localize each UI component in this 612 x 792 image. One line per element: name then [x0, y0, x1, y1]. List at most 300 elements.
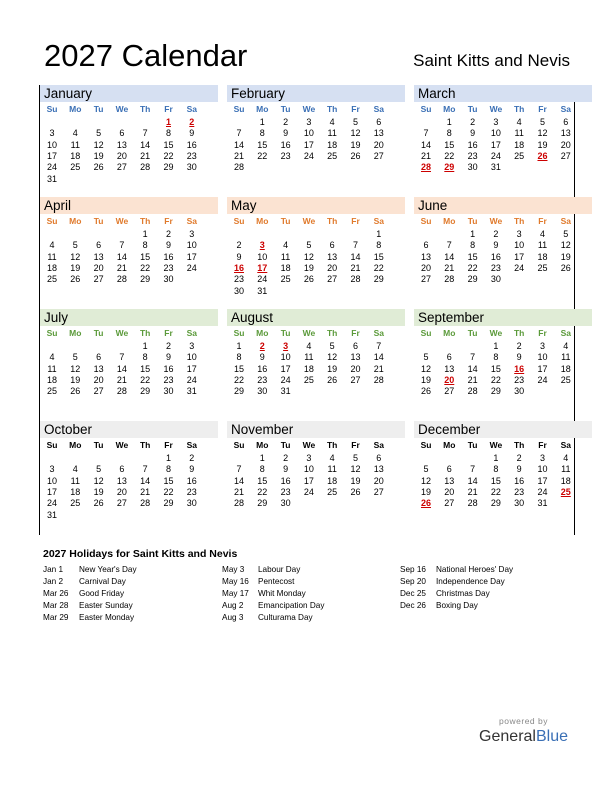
day-cell: 31 — [490, 162, 501, 173]
day-cell: 27 — [444, 498, 455, 509]
day-cell: 9 — [236, 251, 242, 262]
weekday-label: Sa — [186, 216, 197, 226]
day-cell: 24 — [186, 374, 197, 385]
holiday-day-cell: 3 — [259, 240, 265, 251]
day-cell: 8 — [259, 464, 265, 475]
day-cell: 2 — [283, 117, 289, 127]
holiday-date: Sep 20 — [400, 577, 426, 586]
weekday-label: Mo — [69, 440, 82, 450]
holiday-name: Whit Monday — [258, 589, 306, 598]
day-cell: 7 — [423, 128, 429, 139]
day-cell: 10 — [280, 352, 291, 363]
weekday-label: Su — [233, 440, 245, 450]
day-cell: 19 — [420, 374, 431, 385]
day-cell: 23 — [467, 150, 478, 161]
day-cell: 18 — [327, 139, 338, 150]
day-cell: 10 — [186, 352, 197, 363]
weekday-label: We — [489, 216, 503, 226]
weekday-label: Sa — [373, 328, 384, 338]
holiday-day-cell: 2 — [259, 341, 265, 351]
day-cell: 5 — [96, 464, 102, 475]
day-cell: 11 — [280, 251, 291, 262]
day-cell: 7 — [236, 128, 242, 139]
day-cell: 10 — [490, 128, 501, 139]
weekday-label: Fr — [351, 440, 360, 450]
day-cell: 26 — [327, 374, 338, 385]
day-cell: 7 — [470, 352, 476, 363]
day-cell: 12 — [303, 251, 314, 262]
day-cell: 29 — [467, 274, 478, 285]
day-cell: 4 — [563, 341, 569, 351]
day-cell: 3 — [189, 341, 195, 351]
day-cell: 5 — [72, 352, 78, 363]
weekday-label: Fr — [538, 328, 547, 338]
day-cell: 29 — [163, 162, 174, 173]
weekday-label: Mo — [256, 440, 269, 450]
holiday-date: Jan 2 — [43, 577, 64, 586]
day-cell: 13 — [560, 128, 571, 139]
holiday-date: Dec 26 — [400, 601, 426, 610]
day-cell: 14 — [467, 475, 478, 486]
weekday-header — [227, 327, 405, 339]
day-cell: 23 — [257, 374, 268, 385]
day-cell: 10 — [537, 464, 548, 475]
weekday-label: Su — [46, 216, 58, 226]
day-cell: 14 — [467, 363, 478, 374]
day-cell: 24 — [46, 162, 57, 173]
holiday-date: Mar 26 — [43, 589, 69, 598]
weekday-label: Mo — [443, 328, 456, 338]
day-cell: 7 — [142, 128, 148, 139]
holidays-title: 2027 Holidays for Saint Kitts and Nevis — [43, 548, 238, 560]
day-cell: 4 — [563, 453, 569, 463]
day-cell: 3 — [189, 229, 195, 239]
weekday-header — [227, 215, 405, 227]
weekday-label: Th — [139, 104, 151, 114]
holiday-name: Boxing Day — [436, 601, 478, 610]
day-cell: 8 — [493, 352, 499, 363]
day-cell: 28 — [116, 274, 127, 285]
day-cell: 16 — [514, 475, 525, 486]
day-cell: 23 — [186, 486, 197, 497]
weekday-header — [414, 215, 592, 227]
day-cell: 31 — [46, 509, 57, 520]
day-cell: 5 — [423, 352, 429, 363]
weekday-label: Tu — [93, 104, 104, 114]
day-cell: 29 — [373, 274, 384, 285]
day-cell: 8 — [470, 240, 476, 251]
day-cell: 18 — [303, 363, 314, 374]
weekday-label: Th — [139, 216, 151, 226]
day-cell: 23 — [490, 262, 501, 273]
day-cell: 28 — [233, 498, 244, 509]
holiday-name: Labour Day — [258, 565, 301, 574]
day-cell: 2 — [189, 453, 195, 463]
day-cell: 19 — [327, 363, 338, 374]
day-cell: 1 — [470, 229, 476, 239]
day-cell: 26 — [303, 274, 314, 285]
day-cell: 13 — [93, 363, 104, 374]
day-cell: 30 — [163, 386, 174, 397]
day-cell: 23 — [163, 374, 174, 385]
day-cell: 13 — [93, 251, 104, 262]
day-cell: 14 — [444, 251, 455, 262]
weekday-header — [227, 439, 405, 451]
day-cell: 17 — [186, 251, 197, 262]
month-august — [227, 309, 405, 421]
day-cell: 7 — [236, 464, 242, 475]
day-cell: 10 — [537, 352, 548, 363]
day-cell: 26 — [93, 162, 104, 173]
holiday-day-cell: 2 — [189, 117, 195, 127]
day-cell: 3 — [516, 229, 522, 239]
day-cell: 23 — [163, 262, 174, 273]
month-title: January — [40, 85, 218, 102]
day-cell: 31 — [257, 285, 268, 296]
day-cell: 30 — [467, 162, 478, 173]
holiday-date: Dec 25 — [400, 589, 426, 598]
day-cell: 30 — [514, 498, 525, 509]
day-cell: 27 — [116, 498, 127, 509]
weekday-label: Sa — [373, 216, 384, 226]
brand-name-general: General — [479, 728, 536, 745]
day-cell: 11 — [537, 240, 548, 251]
day-cell: 14 — [116, 363, 127, 374]
day-cell: 15 — [233, 363, 244, 374]
weekday-label: We — [302, 216, 316, 226]
day-cell: 14 — [140, 139, 151, 150]
holiday-date: Sep 16 — [400, 565, 426, 574]
day-cell: 7 — [119, 240, 125, 251]
day-cell: 22 — [163, 150, 174, 161]
day-cell: 8 — [259, 128, 265, 139]
day-cell: 1 — [165, 453, 171, 463]
day-cell: 5 — [329, 341, 335, 351]
weekday-label: Th — [326, 440, 338, 450]
day-cell: 11 — [70, 475, 80, 486]
day-cell: 29 — [257, 498, 268, 509]
day-cell: 23 — [280, 150, 291, 161]
weekday-label: Tu — [280, 104, 291, 114]
day-cell: 24 — [537, 486, 548, 497]
day-cell: 22 — [140, 262, 151, 273]
day-cell: 30 — [490, 274, 501, 285]
weekday-label: Th — [326, 216, 338, 226]
day-cell: 6 — [329, 240, 335, 251]
day-cell: 4 — [49, 240, 55, 251]
day-cell: 24 — [303, 150, 314, 161]
day-cell: 27 — [560, 150, 571, 161]
day-cell: 13 — [116, 475, 127, 486]
day-cell: 25 — [514, 150, 525, 161]
month-title: February — [227, 85, 405, 102]
day-cell: 15 — [163, 139, 174, 150]
brand-logo[interactable] — [479, 716, 568, 746]
weekday-label: Sa — [186, 440, 197, 450]
day-cell: 3 — [493, 117, 499, 127]
weekday-header — [40, 215, 218, 227]
month-june — [414, 197, 592, 309]
holiday-date: Jan 1 — [43, 565, 64, 574]
day-cell: 25 — [537, 262, 548, 273]
day-cell: 28 — [350, 274, 361, 285]
weekday-label: Sa — [373, 440, 384, 450]
weekday-label: Su — [233, 216, 245, 226]
day-cell: 18 — [46, 374, 57, 385]
day-cell: 7 — [376, 341, 382, 351]
day-cell: 4 — [49, 352, 55, 363]
weekday-label: Mo — [443, 216, 456, 226]
day-cell: 6 — [119, 464, 125, 475]
holiday-day-cell: 25 — [560, 486, 571, 497]
day-cell: 25 — [560, 374, 571, 385]
day-cell: 30 — [257, 386, 268, 397]
day-cell: 5 — [72, 240, 78, 251]
day-cell: 15 — [444, 139, 455, 150]
month-april — [40, 197, 218, 309]
day-cell: 5 — [539, 117, 545, 127]
day-cell: 18 — [70, 150, 81, 161]
day-cell: 20 — [373, 475, 384, 486]
weekday-label: Mo — [256, 104, 269, 114]
month-july — [40, 309, 218, 421]
day-cell: 12 — [70, 251, 81, 262]
day-cell: 18 — [537, 251, 548, 262]
day-cell: 4 — [306, 341, 312, 351]
day-cell: 15 — [467, 251, 478, 262]
weekday-label: Fr — [164, 216, 173, 226]
day-cell: 21 — [233, 486, 244, 497]
day-cell: 16 — [163, 363, 174, 374]
day-cell: 18 — [280, 262, 291, 273]
day-cell: 12 — [537, 128, 548, 139]
month-title: June — [414, 197, 592, 214]
day-cell: 24 — [514, 262, 525, 273]
day-cell: 25 — [70, 162, 81, 173]
weekday-label: We — [115, 440, 129, 450]
weekday-label: Tu — [467, 216, 478, 226]
day-cell: 16 — [280, 139, 291, 150]
day-cell: 19 — [420, 486, 431, 497]
weekday-label: Fr — [538, 440, 547, 450]
holiday-name: Easter Sunday — [79, 601, 133, 610]
day-cell: 21 — [420, 150, 431, 161]
day-cell: 18 — [70, 486, 81, 497]
day-cell: 9 — [189, 464, 195, 475]
brand-name-blue: Blue — [535, 728, 568, 745]
weekday-label: Mo — [443, 440, 456, 450]
day-cell: 19 — [93, 486, 104, 497]
day-cell: 14 — [373, 352, 384, 363]
day-cell: 17 — [46, 486, 57, 497]
month-title: December — [414, 421, 592, 438]
day-cell: 26 — [420, 386, 431, 397]
day-cell: 22 — [444, 150, 455, 161]
day-cell: 30 — [186, 498, 197, 509]
holiday-day-cell: 26 — [537, 150, 548, 161]
day-cell: 6 — [376, 117, 382, 127]
day-cell: 14 — [350, 251, 361, 262]
day-cell: 3 — [306, 117, 312, 127]
day-cell: 16 — [186, 475, 197, 486]
month-title: May — [227, 197, 405, 214]
day-cell: 17 — [46, 150, 57, 161]
weekday-label: We — [115, 328, 129, 338]
weekday-label: We — [489, 104, 503, 114]
day-cell: 28 — [373, 374, 384, 385]
day-cell: 5 — [306, 240, 312, 251]
day-cell: 17 — [514, 251, 525, 262]
weekday-label: Su — [46, 104, 58, 114]
holiday-name: Independence Day — [436, 577, 505, 586]
day-cell: 9 — [165, 240, 171, 251]
holiday-name: New Year's Day — [79, 565, 137, 574]
day-cell: 27 — [93, 274, 104, 285]
day-cell: 9 — [516, 352, 522, 363]
weekday-label: Su — [420, 328, 432, 338]
day-cell: 25 — [46, 274, 57, 285]
day-cell: 13 — [444, 475, 455, 486]
weekday-header — [414, 103, 592, 115]
holiday-day-cell: 28 — [420, 162, 431, 173]
day-cell: 8 — [165, 464, 171, 475]
day-cell: 27 — [327, 274, 338, 285]
day-cell: 10 — [514, 240, 525, 251]
day-cell: 8 — [376, 240, 382, 251]
day-cell: 17 — [303, 475, 314, 486]
holiday-name: Easter Monday — [79, 613, 135, 622]
weekday-label: Su — [420, 440, 432, 450]
day-cell: 20 — [93, 374, 104, 385]
day-cell: 16 — [257, 363, 268, 374]
day-cell: 28 — [467, 498, 478, 509]
weekday-label: Th — [513, 440, 525, 450]
weekday-label: We — [115, 104, 129, 114]
day-cell: 5 — [352, 117, 358, 127]
day-cell: 14 — [233, 475, 244, 486]
day-cell: 24 — [490, 150, 501, 161]
day-cell: 20 — [93, 262, 104, 273]
day-cell: 21 — [140, 150, 151, 161]
day-cell: 1 — [259, 453, 265, 463]
day-cell: 21 — [467, 486, 478, 497]
day-cell: 31 — [46, 173, 57, 184]
holiday-name: Good Friday — [79, 589, 125, 598]
day-cell: 30 — [514, 386, 525, 397]
weekday-label: Th — [513, 216, 525, 226]
day-cell: 1 — [142, 341, 148, 351]
day-cell: 1 — [493, 341, 499, 351]
weekday-label: Mo — [69, 328, 82, 338]
day-cell: 20 — [327, 262, 338, 273]
day-cell: 25 — [327, 150, 338, 161]
day-cell: 28 — [444, 274, 455, 285]
day-cell: 3 — [539, 341, 545, 351]
weekday-label: Fr — [164, 440, 173, 450]
weekday-label: Th — [326, 328, 338, 338]
day-cell: 17 — [537, 363, 548, 374]
day-cell: 21 — [233, 150, 244, 161]
month-title: October — [40, 421, 218, 438]
day-cell: 5 — [352, 453, 358, 463]
day-cell: 7 — [470, 464, 476, 475]
weekday-label: Tu — [467, 328, 478, 338]
day-cell: 21 — [116, 374, 127, 385]
day-cell: 14 — [140, 475, 151, 486]
day-cell: 30 — [280, 498, 291, 509]
day-cell: 8 — [236, 352, 242, 363]
holiday-day-cell: 16 — [514, 363, 525, 374]
weekday-label: We — [302, 104, 316, 114]
weekday-header — [227, 103, 405, 115]
day-cell: 5 — [563, 229, 569, 239]
day-cell: 26 — [560, 262, 571, 273]
day-cell: 19 — [70, 374, 81, 385]
month-title: March — [414, 85, 592, 102]
holiday-name: Culturama Day — [258, 613, 313, 622]
day-cell: 22 — [140, 374, 151, 385]
day-cell: 4 — [329, 117, 335, 127]
day-cell: 20 — [116, 150, 127, 161]
weekday-label: Sa — [186, 104, 197, 114]
day-cell: 1 — [142, 229, 148, 239]
day-cell: 27 — [373, 486, 384, 497]
day-cell: 6 — [352, 341, 358, 351]
day-cell: 14 — [233, 139, 244, 150]
day-cell: 24 — [186, 262, 197, 273]
month-september — [414, 309, 592, 421]
weekday-label: Su — [233, 328, 245, 338]
day-cell: 22 — [257, 486, 268, 497]
day-cell: 7 — [352, 240, 358, 251]
month-title: August — [227, 309, 405, 326]
day-cell: 13 — [373, 464, 384, 475]
holiday-date: May 17 — [222, 589, 249, 598]
day-cell: 6 — [446, 464, 452, 475]
day-cell: 19 — [350, 139, 361, 150]
day-cell: 23 — [514, 374, 525, 385]
day-cell: 27 — [350, 374, 361, 385]
day-cell: 12 — [560, 240, 571, 251]
weekday-label: Th — [139, 440, 151, 450]
day-cell: 11 — [47, 251, 57, 262]
day-cell: 11 — [514, 128, 524, 139]
weekday-header — [414, 439, 592, 451]
holiday-name: Emancipation Day — [258, 601, 325, 610]
holiday-name: Christmas Day — [436, 589, 490, 598]
day-cell: 11 — [304, 352, 314, 363]
day-cell: 9 — [165, 352, 171, 363]
page-title: 2027 Calendar — [44, 38, 248, 73]
day-cell: 2 — [165, 341, 171, 351]
country-name: Saint Kitts and Nevis — [413, 51, 570, 70]
day-cell: 9 — [259, 352, 265, 363]
month-december — [414, 421, 592, 533]
day-cell: 19 — [93, 150, 104, 161]
day-cell: 6 — [423, 240, 429, 251]
day-cell: 30 — [186, 162, 197, 173]
day-cell: 18 — [46, 262, 57, 273]
day-cell: 17 — [537, 475, 548, 486]
day-cell: 18 — [514, 139, 525, 150]
day-cell: 15 — [140, 251, 151, 262]
day-cell: 9 — [493, 240, 499, 251]
day-cell: 27 — [444, 386, 455, 397]
day-cell: 17 — [490, 139, 501, 150]
month-title: September — [414, 309, 592, 326]
day-cell: 2 — [493, 229, 499, 239]
day-cell: 11 — [561, 464, 571, 475]
